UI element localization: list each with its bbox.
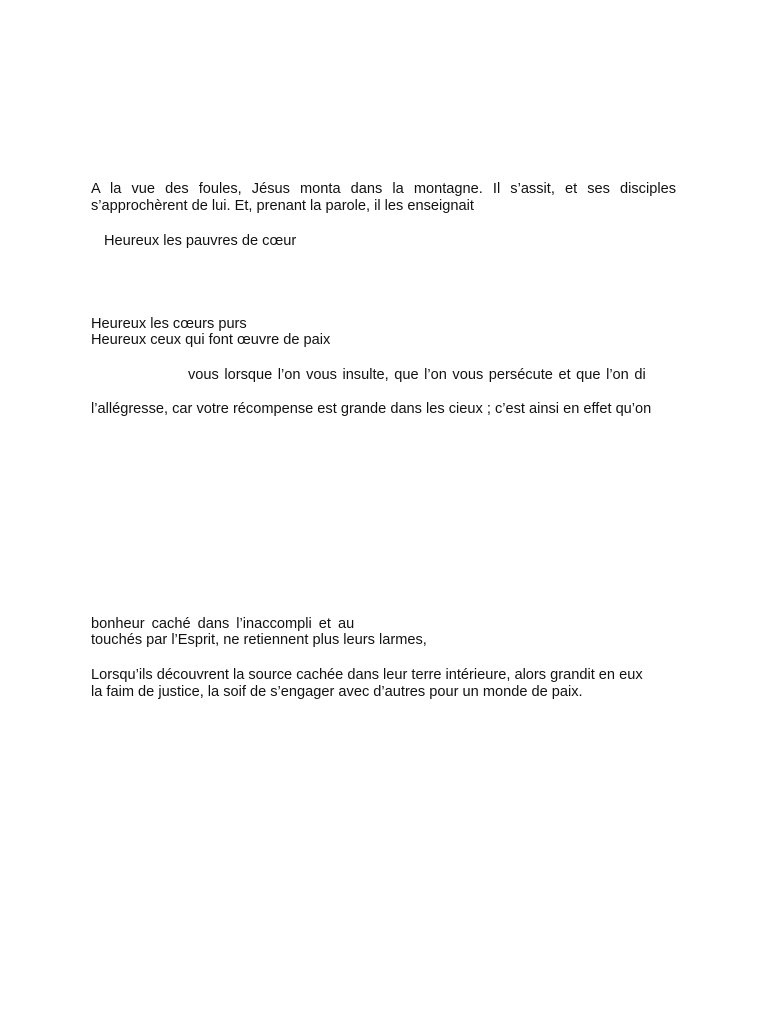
beatitude-pure: Heureux les cœurs purs <box>91 316 247 332</box>
hidden-joy-line-2: touchés par l’Esprit, ne retiennent plus leurs larmes, <box>91 632 427 648</box>
intro-line-2: s’approchèrent de lui. Et, prenant la parole, il les enseignait <box>91 198 474 214</box>
joy-line: l’allégresse, car votre récompense est grande dans les cieux ; c’est ainsi en effet qu’on <box>91 401 652 417</box>
intro-line-1: A la vue des foules, Jésus monta dans la montagne. Il s’assit, et ses disciples <box>91 181 676 197</box>
closing-line-1: Lorsqu’ils découvrent la source cachée dans leur terre intérieure, alors grandit en eux <box>91 667 643 683</box>
beatitude-peace: Heureux ceux qui font œuvre de paix <box>91 332 331 348</box>
beatitude-poor: Heureux les pauvres de cœur <box>104 233 297 249</box>
closing-line-2: la faim de justice, la soif de s’engager avec d’autres pour un monde de paix. <box>91 684 583 700</box>
hidden-joy-line-1: bonheur caché dans l’inaccompli et au <box>91 616 355 632</box>
insult-line: vous lorsque l’on vous insulte, que l’on vous persécute et que l’on di <box>188 367 646 383</box>
